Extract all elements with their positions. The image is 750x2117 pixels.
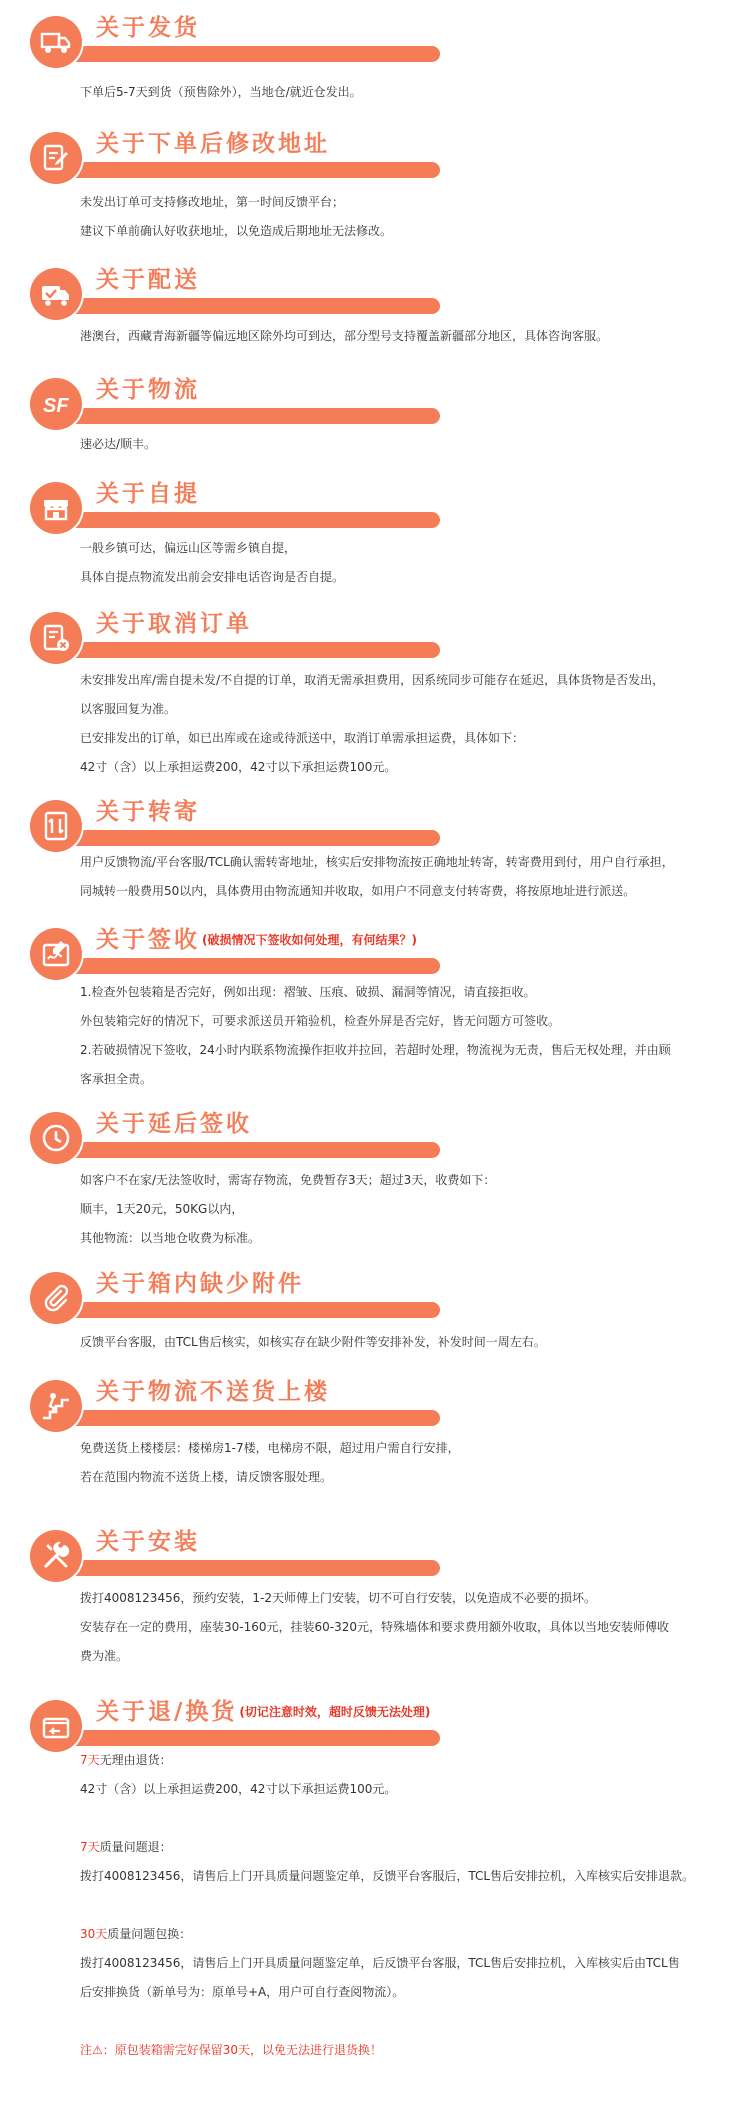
section-title <box>96 924 417 956</box>
header-bar <box>68 512 440 528</box>
section-body <box>80 1434 700 1492</box>
body-line: 42寸（含）以上承担运费200，42寸以下承担运费100元。 <box>80 760 397 774</box>
title-text: 关于签收 <box>96 927 200 953</box>
body-line: 顺丰，1天20元，50KG以内， <box>80 1202 244 1216</box>
delivery-check-icon <box>30 268 82 320</box>
section-header <box>30 928 420 980</box>
header-bar <box>68 298 440 314</box>
section-title: 关于配送 <box>96 267 200 293</box>
clock-icon <box>30 1112 82 1164</box>
section-header <box>30 1112 420 1164</box>
section-title: 关于自提 <box>96 481 200 507</box>
body-line: 外包装箱完好的情况下，可要求派送员开箱验机，检查外屏是否完好，皆无问题方可签收。 <box>80 1014 561 1028</box>
body-line: 2.若破损情况下签收，24小时内联系物流操作拒收并拉回，若超时处理，物流视为无责，售后无权处理，并由顾 <box>80 1043 671 1057</box>
section-body <box>80 1328 700 1357</box>
body-line: 免费送货上楼楼层：楼梯房1-7楼，电梯房不限，超过用户需自行安排， <box>80 1441 460 1455</box>
section-body <box>80 534 700 592</box>
svg-text:SF: SF <box>43 395 69 417</box>
return-box-icon <box>30 1700 82 1752</box>
header-bar <box>68 408 440 424</box>
block-heading-text: 质量问题退： <box>99 1840 172 1854</box>
body-line: 拨打4008123456，请售后上门开具质量问题鉴定单，后反馈平台客服，TCL售后安排拉机，入库核实后由TCL售 <box>80 1956 680 1970</box>
sf-express-icon <box>30 378 82 430</box>
section-title: 关于转寄 <box>96 799 200 825</box>
block-heading <box>80 1833 700 1862</box>
section-header <box>30 1530 420 1582</box>
title-note: (切记注意时效，超时反馈无法处理) <box>239 1705 431 1719</box>
header-bar <box>68 1560 440 1576</box>
body-line: 安装存在一定的费用，座装30-160元，挂装60-320元，特殊墙体和要求费用额外收取，具体以当地安装师傅收 <box>80 1620 670 1634</box>
block-heading-text: 无理由退货： <box>99 1753 172 1767</box>
section-header <box>30 1380 420 1432</box>
period-highlight: 30天 <box>80 1927 108 1941</box>
header-bar <box>68 642 440 658</box>
section-title: 关于安装 <box>96 1529 200 1555</box>
body-line: 反馈平台客服，由TCL售后核实，如核实存在缺少附件等安排补发，补发时间一周左右。 <box>80 1335 546 1349</box>
body-line: 费为准。 <box>80 1649 129 1663</box>
section-body <box>80 78 700 107</box>
body-line: 建议下单前确认好收获地址，以免造成后期地址无法修改。 <box>80 224 393 238</box>
body-line: 未安排发出库/需自提未发/不自提的订单，取消无需承担费用，因系统同步可能存在延迟，具体货物是否发出， <box>80 673 665 687</box>
section-body <box>80 430 700 459</box>
header-bar <box>68 958 440 974</box>
section-header <box>30 1699 431 1752</box>
section-title: 关于延后签收 <box>96 1111 252 1137</box>
body-line: 一般乡镇可达，偏远山区等需乡镇自提， <box>80 541 297 555</box>
section-body <box>80 978 700 1094</box>
tools-icon <box>30 1530 82 1582</box>
body-line: 拨打4008123456，请售后上门开具质量问题鉴定单，反馈平台客服后，TCL售后安排拉机，入库核实后安排退款。 <box>80 1869 695 1883</box>
body-line: 其他物流：以当地仓收费为标准。 <box>80 1231 261 1245</box>
section-title: 关于发货 <box>96 15 200 41</box>
section-title: 关于下单后修改地址 <box>96 131 330 157</box>
section-title: 关于取消订单 <box>96 611 252 637</box>
body-line: 若在范围内物流不送货上楼，请反馈客服处理。 <box>80 1470 333 1484</box>
period-highlight: 7天 <box>80 1753 100 1767</box>
body-line: 客承担全责。 <box>80 1072 153 1086</box>
header-bar <box>68 1302 440 1318</box>
body-line: 港澳台，西藏青海新疆等偏远地区除外均可到达，部分型号支持覆盖新疆部分地区，具体咨询客服。 <box>80 329 609 343</box>
header-bar <box>68 1142 440 1158</box>
period-highlight: 7天 <box>80 1840 100 1854</box>
body-line: 如客户不在家/无法签收时，需寄存物流，免费暂存3天；超过3天，收费如下： <box>80 1173 496 1187</box>
body-line: 拨打4008123456，预约安装，1-2天师傅上门安装，切不可自行安装，以免造成不必要的损坏。 <box>80 1591 596 1605</box>
paperclip-icon <box>30 1272 82 1324</box>
section-header <box>30 378 420 430</box>
body-line: 未发出订单可支持修改地址，第一时间反馈平台； <box>80 195 345 209</box>
store-icon <box>30 482 82 534</box>
block-heading-text: 质量问题包换： <box>107 1927 192 1941</box>
section-header <box>30 132 420 184</box>
stairs-icon <box>30 1380 82 1432</box>
section-body <box>80 1166 700 1253</box>
section-body <box>80 1746 700 2065</box>
body-line: 1.检查外包装箱是否完好，例如出现：褶皱、压痕、破损、漏洞等情况，请直接拒收。 <box>80 985 536 999</box>
block-heading <box>80 1746 700 1775</box>
section-title: 关于物流 <box>96 377 200 403</box>
section-header <box>30 16 420 68</box>
section-title: 关于箱内缺少附件 <box>96 1271 304 1297</box>
body-line: 下单后5-7天到货（预售除外），当地仓/就近仓发出。 <box>80 85 362 99</box>
section-header <box>30 800 420 852</box>
sign-icon <box>30 928 82 980</box>
section-header <box>30 612 420 664</box>
body-line: 用户反馈物流/平台客服/TCL确认需转寄地址，核实后安排物流按正确地址转寄，转寄费用到付，用户自行承担， <box>80 855 674 869</box>
section-body <box>80 188 700 246</box>
section-body <box>80 666 700 782</box>
warning-note: 注⚠：原包装箱需完好保留30天，以免无法进行退货换！ <box>80 2043 383 2057</box>
header-bar <box>68 1410 440 1426</box>
body-line: 具体自提点物流发出前会安排电话咨询是否自提。 <box>80 570 345 584</box>
section-title: 关于物流不送货上楼 <box>96 1379 330 1405</box>
header-bar <box>68 46 440 62</box>
section-header <box>30 1272 420 1324</box>
body-line: 后安排换货（新单号为：原单号+A，用户可自行查阅物流）。 <box>80 1985 405 1999</box>
body-line: 42寸（含）以上承担运费200，42寸以下承担运费100元。 <box>80 1782 397 1796</box>
transfer-icon <box>30 800 82 852</box>
truck-icon <box>30 16 82 68</box>
body-line: 速必达/顺丰。 <box>80 437 157 451</box>
section-title <box>96 1696 430 1728</box>
title-note: (破损情况下签收如何处理，有何结果？) <box>202 933 417 947</box>
body-line: 同城转一般费用50以内，具体费用由物流通知并收取，如用户不同意支付转寄费，将按原地址进行派送。 <box>80 884 636 898</box>
title-text: 关于退/换货 <box>96 1699 238 1725</box>
header-bar <box>68 1730 440 1746</box>
header-bar <box>68 162 440 178</box>
section-header <box>30 268 420 320</box>
section-body <box>80 848 700 906</box>
section-header <box>30 482 420 534</box>
section-body <box>80 1584 700 1671</box>
header-bar <box>68 830 440 846</box>
block-heading <box>80 1920 700 1949</box>
edit-document-icon <box>30 132 82 184</box>
cancel-order-icon <box>30 612 82 664</box>
body-line: 已安排发出的订单，如已出库或在途或待派送中，取消订单需承担运费，具体如下： <box>80 731 525 745</box>
section-body <box>80 322 700 351</box>
body-line: 以客服回复为准。 <box>80 702 177 716</box>
